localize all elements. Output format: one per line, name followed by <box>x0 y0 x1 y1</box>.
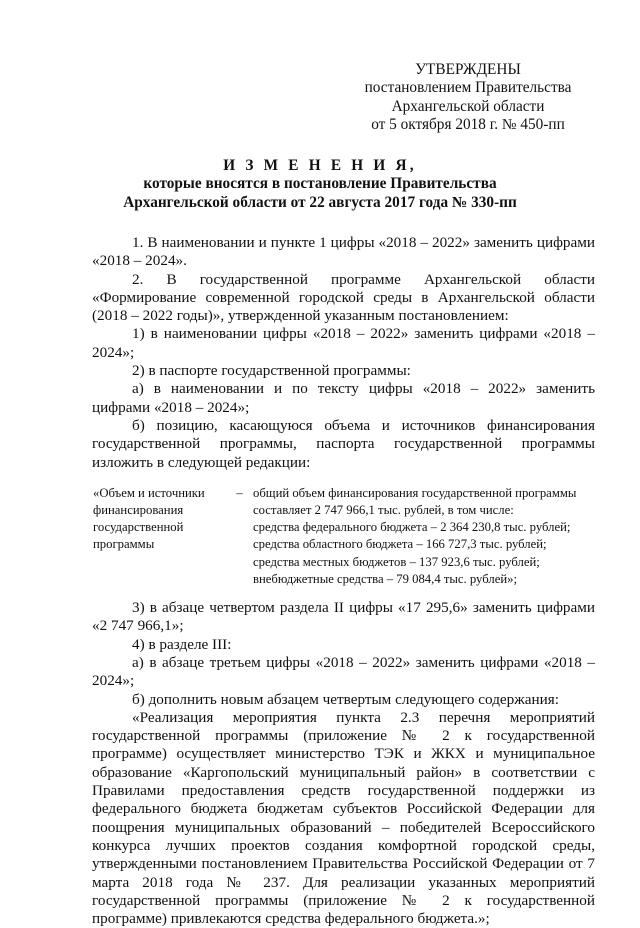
passport-table <box>92 485 595 588</box>
passport-value-line: средства местных бюджетов – 137 923,6 тыс. рублей; <box>253 554 540 569</box>
paragraph-item-2-4-b: б) дополнить новым абзацем четвертым следующего содержания: <box>132 690 559 708</box>
paragraph-item-2-4: 4) в разделе III: <box>132 635 232 653</box>
approval-stamp <box>352 61 584 134</box>
approval-date-number: от 5 октября 2018 г. № 450-пп <box>371 115 565 133</box>
paragraph-item-2-3: 3) в абзаце четвертом раздела II цифры «17 295,6» заменить цифрами «2 747 966,1»; <box>92 599 595 635</box>
passport-label-line: финансирования <box>93 503 184 518</box>
approval-line: Архангельской области <box>391 97 545 115</box>
passport-value-line: внебюджетные средства – 79 084,4 тыс. рублей»; <box>253 571 517 586</box>
passport-dash: – <box>236 485 243 500</box>
paragraph-item-2-1: 1) в наименовании цифры «2018 – 2022» заменить цифрами «2018 – 2024»; <box>92 325 595 361</box>
passport-value-line: составляет 2 747 966,1 тыс. рублей, в том числе: <box>253 503 514 518</box>
document-body <box>92 234 595 928</box>
paragraph-item-2-2: 2) в паспорте государственной программы: <box>132 362 411 380</box>
paragraph-item-2-4-a: а) в абзаце третьем цифры «2018 – 2022» заменить цифрами «2018 – 2024»; <box>92 653 595 690</box>
approval-title: УТВЕРЖДЕНЫ <box>415 61 521 78</box>
paragraph-item-1: 1. В наименовании и пункте 1 цифры «2018 – 2022» заменить цифрами «2018 – 2024». <box>92 234 595 270</box>
passport-value-line: средства федерального бюджета – 2 364 230,8 тыс. рублей; <box>253 520 571 535</box>
passport-label-line: программы <box>93 537 155 552</box>
passport-value-line: общий объем финансирования государственной программы <box>253 485 577 500</box>
paragraph-item-2-2-b: б) позицию, касающуюся объема и источников финансирования государственной программы, паспорта государственной программы изложить в следующей редакции: <box>92 416 595 471</box>
passport-label-line: государственной <box>93 520 184 535</box>
document-heading <box>60 157 580 212</box>
quoted-paragraph: «Реализация мероприятия пункта 2.3 перечня мероприятий государственной программы (приложение № 2 к государственной программе) осуществляет министерство ТЭК и ЖКХ и муниципальное образование «Каргопольский муниципальный район» в соответствии с Правилами предоставления средств государственной поддержки из федерального бюджета бюджетам субъектов Российской Федерации для поощрения муниципальных образований – победителей Всероссийского конкурса лучших проектов создания комфортной городской среды, утвержденными постановлением Правительства Российской Федерации от 7 марта 2018 года № 237. Для реализации указанных мероприятий государственной программы (приложение № 2 к государственной программе) привлекаются средства федерального бюджета.»; <box>92 708 595 928</box>
document-subtitle: Архангельской области от 22 августа 2017 года № 330-пп <box>123 193 517 211</box>
passport-label-cell <box>92 485 226 588</box>
document-subtitle: которые вносятся в постановление Правительства <box>143 175 497 193</box>
approval-line: постановлением Правительства <box>364 79 572 97</box>
document-title: И З М Е Н Е Н И Я, <box>223 157 417 174</box>
passport-value-cell <box>253 485 595 588</box>
passport-value-line: средства областного бюджета – 166 727,3 тыс. рублей; <box>253 537 547 552</box>
passport-label-line: «Объем и источники <box>93 485 205 500</box>
paragraph-item-2: 2. В государственной программе Архангельской области «Формирование современной городской среды в Архангельской области (2018 – 2022 годы)», утвержденной указанным постановлением: <box>92 270 595 325</box>
paragraph-item-2-2-a: а) в наименовании и по тексту цифры «2018 – 2022» заменить цифрами «2018 – 2024»; <box>92 380 595 416</box>
